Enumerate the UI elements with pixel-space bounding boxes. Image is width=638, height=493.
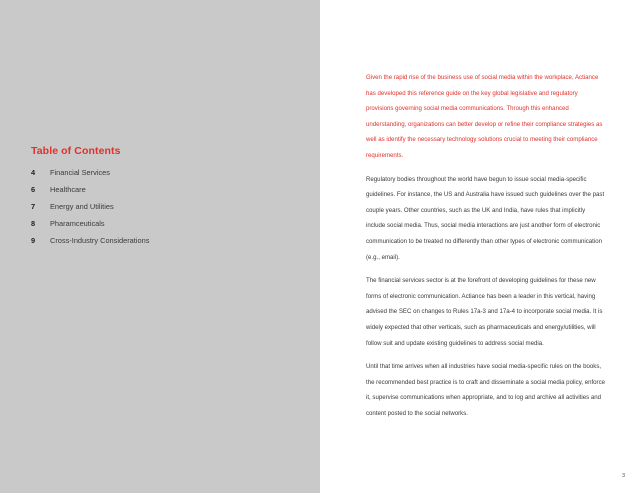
toc-item-financial-services[interactable] <box>31 168 149 185</box>
toc-item-label: Healthcare <box>50 185 86 194</box>
toc-item-number: 9 <box>31 236 36 245</box>
body-text <box>366 70 606 429</box>
right-panel <box>320 0 638 493</box>
toc-item-number: 7 <box>31 202 36 211</box>
toc-item-label: Cross-Industry Considerations <box>50 236 150 245</box>
toc-title: Table of Contents <box>31 145 121 157</box>
toc-item-number: 8 <box>31 219 36 228</box>
toc-item-label: Financial Services <box>50 168 110 177</box>
body-paragraph: The financial services sector is at the forefront of developing guidelines for these new forms of electronic communication. Actiance has been a leader in this vertical, having advised the SEC on changes to Rules 17a-3 and 17a-4 to incorporate social media. It is widely expected that other verticals, such as pharmaceuticals and energy/utilities, will follow suit and update existing guidelines to address social media. <box>366 277 603 347</box>
toc-item-pharmaceuticals[interactable] <box>31 219 149 236</box>
body-paragraph: Regulatory bodies throughout the world have begun to issue social media-specific guidelines. For instance, the US and Australia have issued such guidelines over the past couple years. Other countries, such as the UK and India, have rules that implicitly include social media. Thus, social media interactions are just another form of electronic communication to be treated no differently than other types of electronic communication (e.g., email). <box>366 175 605 261</box>
body-paragraph: Until that time arrives when all industries have social media-specific rules on the books, the recommended best practice is to craft and disseminate a social media policy, enforce it, supervise communications when appropriate, and to log and archive all activities and content posted to the social networks. <box>366 363 606 417</box>
toc-item-number: 6 <box>31 185 36 194</box>
toc-item-energy-utilities[interactable] <box>31 202 149 219</box>
toc-item-label: Energy and Utilities <box>50 202 114 211</box>
toc-item-number: 4 <box>31 168 36 177</box>
toc-list <box>31 168 149 253</box>
toc-item-cross-industry[interactable] <box>31 236 149 253</box>
intro-paragraph: Given the rapid rise of the business use of social media within the workplace, Actiance has developed this reference guide on the key global legislative and regulatory provisions governing social media communications. Through this enhanced understanding, organizations can better develop or refine their compliance strategies as well as identify the necessary technology solutions crucial to meeting their compliance requirements. <box>366 74 603 159</box>
toc-item-healthcare[interactable] <box>31 185 149 202</box>
toc-item-label: Pharamceuticals <box>50 219 105 228</box>
page-number: 3 <box>621 473 625 479</box>
